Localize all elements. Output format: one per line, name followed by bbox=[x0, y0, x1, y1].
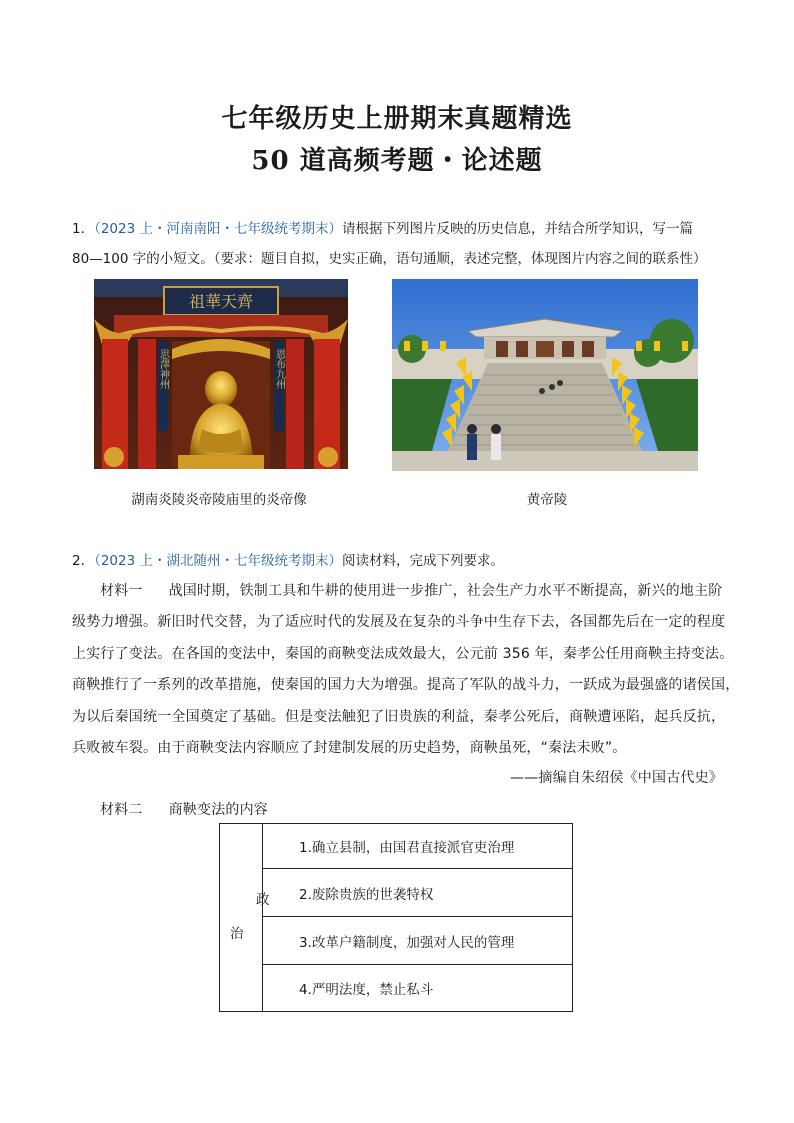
material-1-line-6: 兵败被车裂。由于商鞅变法内容顺应了封建制发展的历史趋势，商鞅虽死，“秦法未败”。 bbox=[72, 740, 627, 756]
page-title: 七年级历史上册期末真题精选 bbox=[221, 104, 573, 134]
material-2-heading bbox=[100, 799, 268, 819]
question-number: 2． bbox=[72, 553, 95, 569]
table-row: 2.废除贵族的世袭特权 bbox=[263, 869, 573, 917]
question-text: 请根据下列图片反映的历史信息，并结合所学知识，写一篇 bbox=[342, 221, 693, 237]
page-subtitle: 50 道高频考题・论述题 bbox=[251, 146, 543, 176]
material-1-line-4: 商鞅推行了一系列的改革措施，使秦国的国力大为增强。提高了军队的战斗力，一跃成为最强盛的诸侯国， bbox=[72, 677, 740, 693]
question-source: （2023 上・河南南阳・七年级统考期末） bbox=[94, 221, 342, 237]
question-source: （2023 上・湖北随州・七年级统考期末） bbox=[94, 553, 342, 569]
huangdi-mausoleum-photo bbox=[392, 279, 698, 471]
category-label-part-1: 政 bbox=[256, 892, 270, 908]
couplet-right: 恩布九州 bbox=[273, 349, 285, 389]
table-row: 4.严明法度，禁止私斗 bbox=[263, 965, 573, 1012]
material-1-citation: ——摘编自朱绍侯《中国古代史》 bbox=[510, 770, 723, 786]
material-2-title: 商鞅变法的内容 bbox=[168, 802, 269, 818]
question-number: 1． bbox=[72, 221, 95, 237]
yandi-statue-photo bbox=[94, 279, 348, 469]
material-1-label: 材料一 bbox=[100, 583, 143, 599]
table-row: 3.改革户籍制度，加强对人民的管理 bbox=[263, 917, 573, 965]
category-label-part-2: 治 bbox=[230, 926, 244, 942]
couplet-left: 思澤神州 bbox=[157, 349, 169, 389]
table-row: 1.确立县制，由国君直接派官吏治理 bbox=[263, 824, 573, 869]
photo-1-caption: 湖南炎陵炎帝陵庙里的炎帝像 bbox=[131, 492, 307, 508]
question-intro: 阅读材料，完成下列要求。 bbox=[342, 553, 504, 569]
reform-content-table bbox=[219, 823, 573, 1012]
question-1-line-2: 80—100 字的小短文。（要求：题目自拟，史实正确，语句通顺，表述完整，体现图片内容之间的联系性） bbox=[72, 251, 707, 267]
plaque-text: 祖華天齊 bbox=[188, 292, 254, 311]
material-1-line-2: 级势力增强。新旧时代交替，为了适应时代的发展及在复杂的斗争中生存下去，各国都先后在一定的程度 bbox=[72, 614, 726, 630]
material-2-label: 材料二 bbox=[100, 802, 143, 818]
question-1-line-1 bbox=[72, 217, 693, 237]
category-cell bbox=[220, 824, 270, 1012]
photo-2-caption: 黄帝陵 bbox=[526, 492, 568, 508]
material-1-line-1: 材料一 战国时期，铁制工具和牛耕的使用进一步推广，社会生产力水平不断提高，新兴的地主阶 bbox=[100, 583, 723, 599]
material-1-line-5: 为以后秦国统一全国奠定了基础。但是变法触犯了旧贵族的利益，秦孝公死后，商鞅遭诬陷，起兵反抗， bbox=[72, 709, 726, 725]
question-2-line-1 bbox=[72, 549, 504, 569]
material-1-line-3: 上实行了变法。在各国的变法中，秦国的商鞅变法成效最大，公元前 356 年，秦孝公任用商鞅主持变法。 bbox=[72, 646, 734, 662]
